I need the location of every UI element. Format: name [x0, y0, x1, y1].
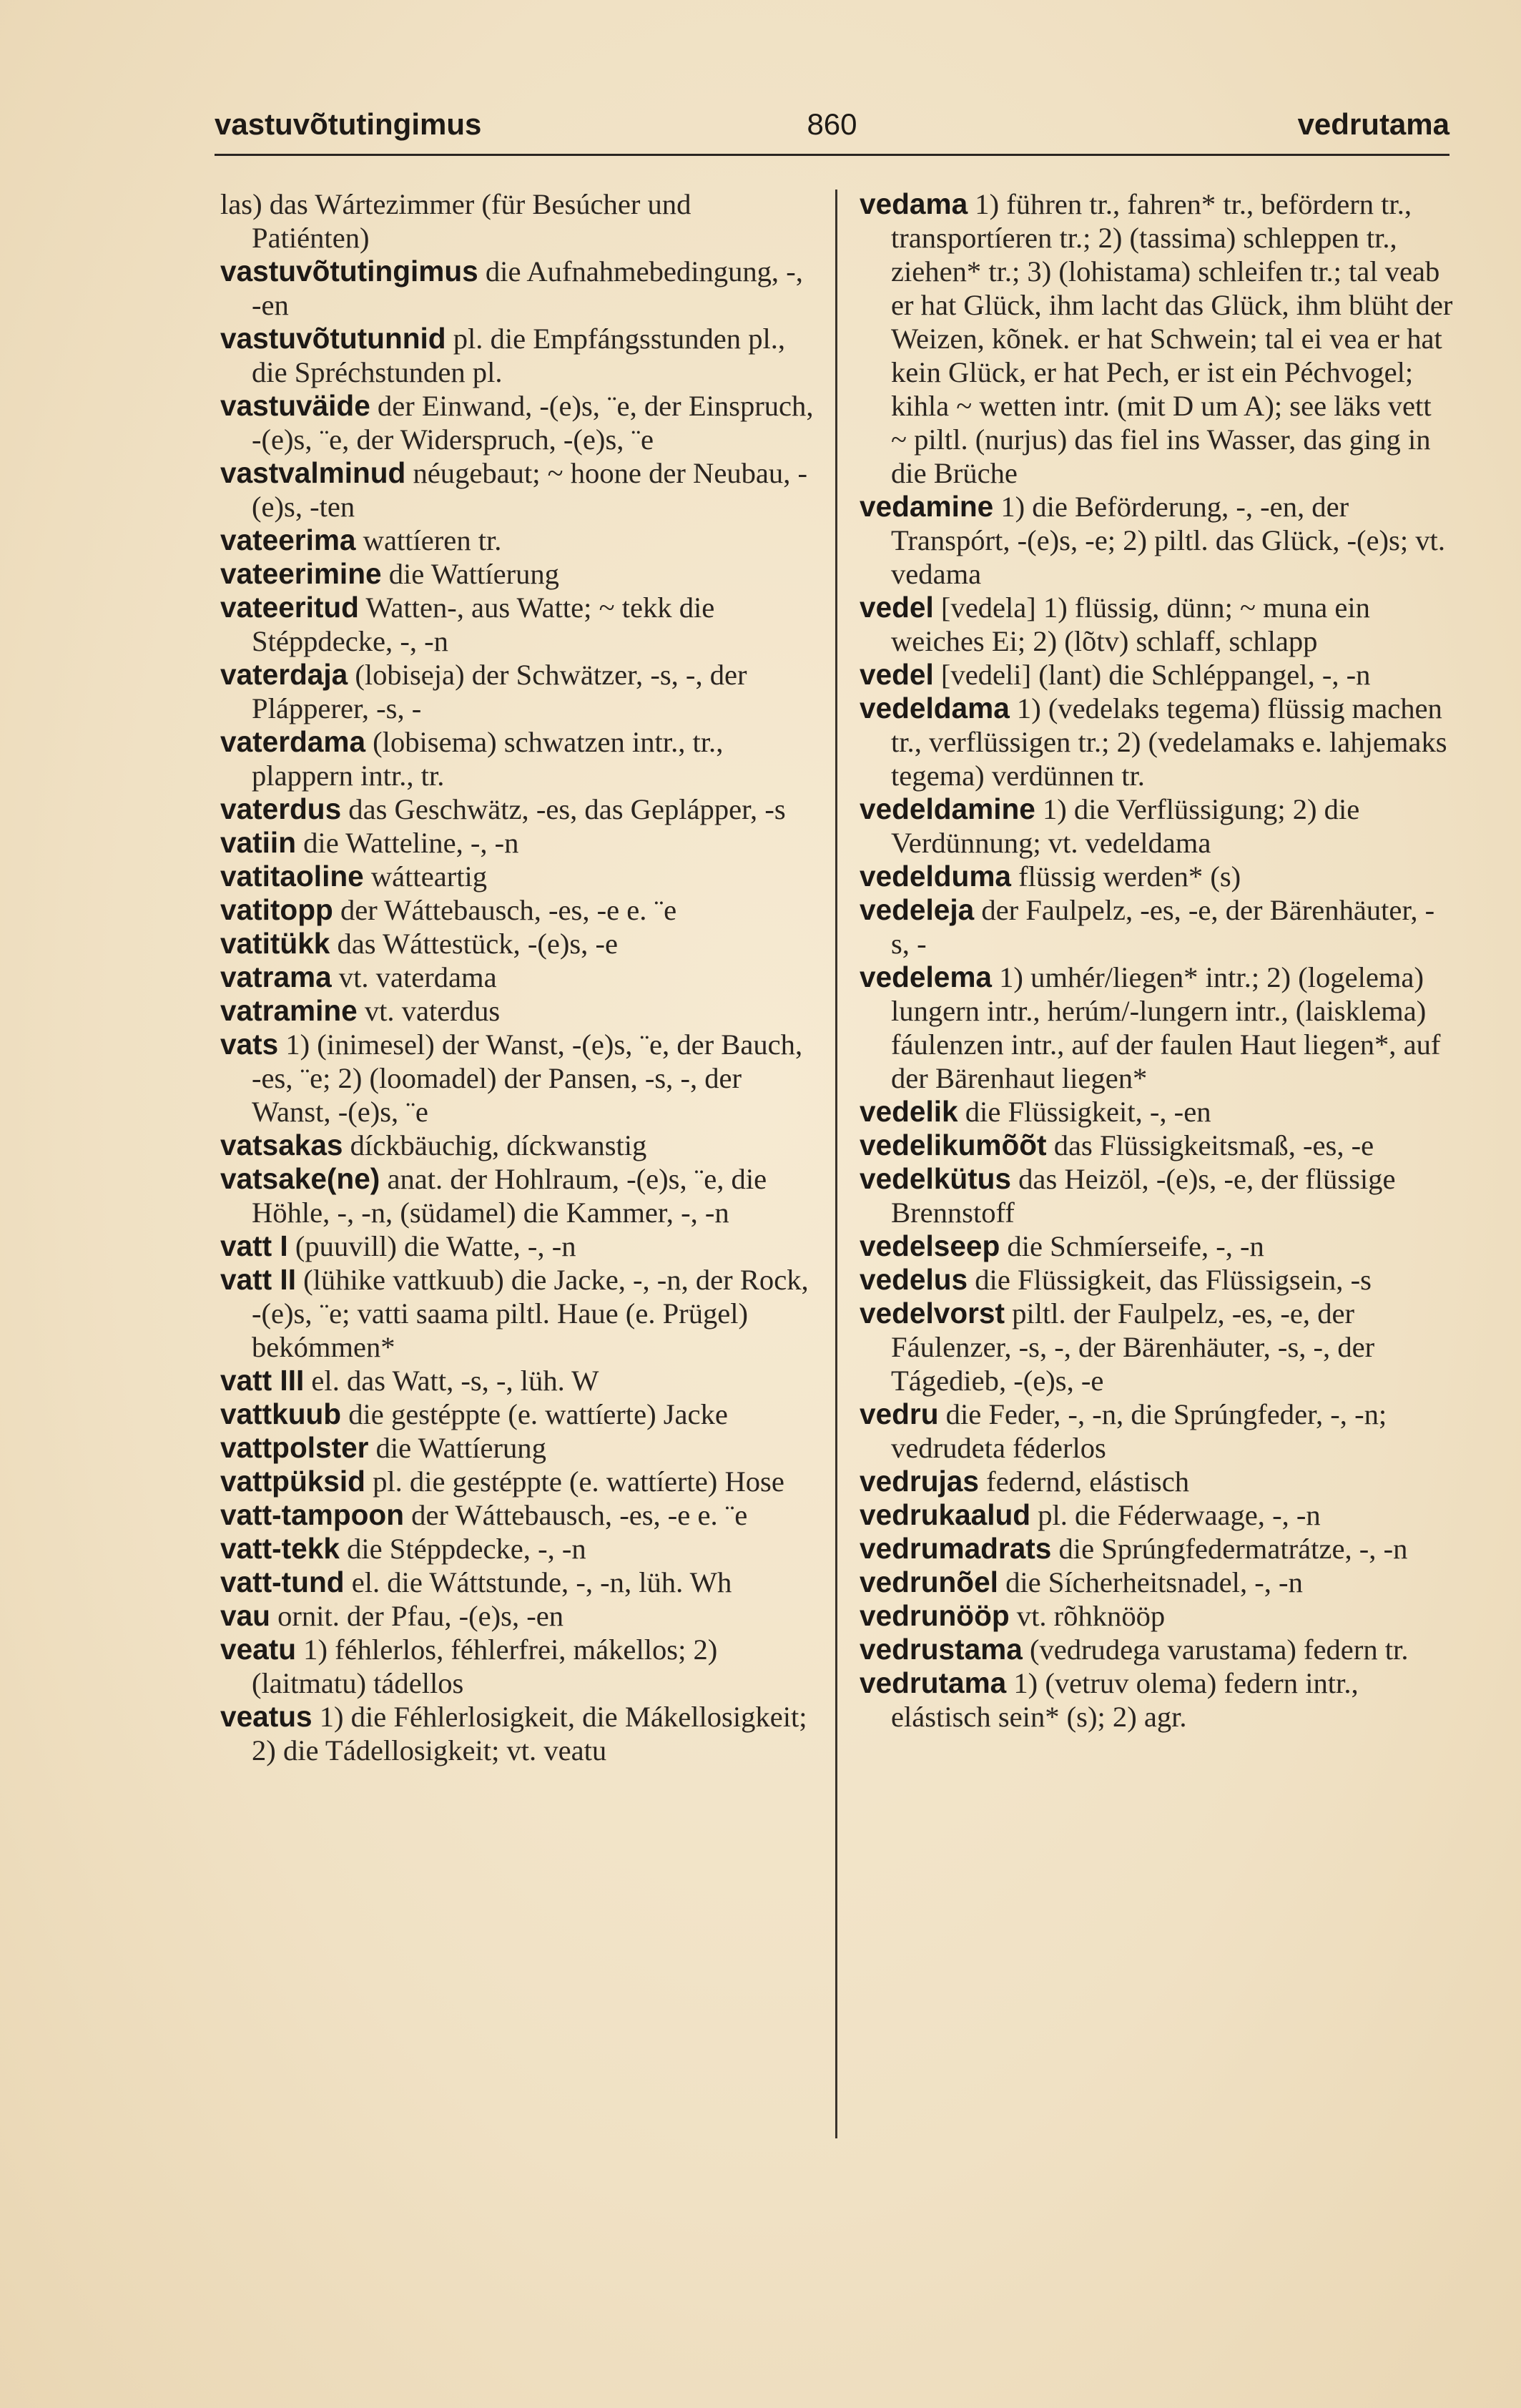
dictionary-entry [220, 524, 814, 557]
dictionary-entry [220, 1229, 814, 1263]
dictionary-entry [860, 1397, 1453, 1465]
dictionary-entry [220, 1162, 814, 1229]
entry-definition: der Wáttebausch, -es, -e e. ¨e [403, 1499, 748, 1531]
entry-definition: 1) umhér/liegen* intr.; 2) (logelema) lungern intr., herúm/-lungern intr., (laisklema) fáulenzen intr., auf der faulen Haut liegen*, auf der Bärenhaut liegen* [891, 961, 1441, 1094]
entry-definition: 1) (vetruv olema) federn intr., elástisch sein* (s); 2) agr. [891, 1667, 1359, 1733]
entry-headword: vatrama [220, 960, 332, 993]
entry-headword: vatitopp [220, 893, 333, 926]
entry-definition: el. das Watt, -s, -, lüh. W [304, 1365, 599, 1397]
dictionary-entry [220, 1566, 814, 1599]
dictionary-entry [860, 893, 1453, 960]
entry-headword: vedrutama [860, 1666, 1007, 1699]
dictionary-entry [220, 1364, 814, 1397]
entry-headword: vedelikumõõt [860, 1129, 1047, 1161]
dictionary-entry [220, 187, 814, 255]
entry-headword: vedelik [860, 1095, 958, 1128]
dictionary-entry [220, 1129, 814, 1162]
entry-definition: federnd, elástisch [978, 1465, 1189, 1498]
header-first-headword: vastuvõtutingimus [215, 107, 482, 141]
entry-headword: vastuvõtutingimus [220, 255, 478, 288]
dictionary-entry [220, 826, 814, 860]
entry-definition: der Wáttebausch, -es, -e e. ¨e [333, 894, 677, 926]
entry-definition: das Heizöl, -(e)s, -e, der flüssige Brennstoff [891, 1163, 1396, 1229]
entry-headword: vedru [860, 1397, 939, 1430]
entry-definition: die Sprúngfedermatrátze, -, -n [1051, 1533, 1408, 1565]
entry-headword: vedel [860, 658, 934, 691]
entry-headword: vedama [860, 187, 968, 220]
entry-definition: der Faulpelz, -es, -e, der Bärenhäuter, -s, - [891, 894, 1435, 960]
dictionary-entry [220, 994, 814, 1028]
dictionary-entry [220, 1633, 814, 1700]
entry-headword: veatus [220, 1700, 312, 1733]
dictionary-entry [220, 1397, 814, 1431]
entry-definition: wátteartig [363, 860, 488, 893]
entry-definition: (lühike vattkuub) die Jacke, -, -n, der Rock, -(e)s, ¨e; vatti saama piltl. Haue (e. Prügel) bekómmen* [252, 1264, 809, 1363]
entry-definition: díckbäuchig, díckwanstig [343, 1129, 647, 1161]
entry-definition: die Feder, -, -n, die Sprúngfeder, -, -n; vedrudeta féderlos [891, 1398, 1387, 1464]
entry-headword: vedeleja [860, 893, 975, 926]
dictionary-entry [860, 490, 1453, 591]
entry-headword: vatitaoline [220, 860, 364, 893]
entry-headword: vatt III [220, 1364, 305, 1397]
entry-headword: vedrujas [860, 1465, 979, 1498]
dictionary-entry [220, 893, 814, 927]
entry-definition: die Aufnahmebedingung, -, -en [252, 255, 803, 321]
dictionary-entry [860, 1666, 1453, 1734]
entry-headword: vatt I [220, 1229, 288, 1262]
entry-definition: piltl. der Faulpelz, -es, -e, der Fáulenzer, -s, -, der Bärenhäuter, -s, -, der Tágedieb, -(e)s, -e [891, 1297, 1375, 1397]
header-last-headword: vedrutama [1297, 107, 1449, 141]
entry-headword: vatt II [220, 1263, 296, 1296]
entry-definition: Watten-, aus Watte; ~ tekk die Stéppdecke, -, -n [252, 591, 715, 657]
dictionary-entry [220, 1532, 814, 1566]
entry-headword: vedelseep [860, 1229, 1000, 1262]
entry-headword: vateerimine [220, 557, 382, 590]
dictionary-entry [860, 658, 1453, 692]
dictionary-entry [860, 591, 1453, 658]
entry-headword: vatiin [220, 826, 296, 859]
entry-headword: vedrumadrats [860, 1532, 1052, 1565]
entry-headword: vedrukaalud [860, 1498, 1031, 1531]
dictionary-entry [860, 187, 1453, 490]
dictionary-entry [220, 389, 814, 456]
entry-definition: vt. vaterdama [331, 961, 497, 993]
entry-definition: vt. vaterdus [357, 995, 501, 1027]
entry-definition: die Schmíerseife, -, -n [1000, 1230, 1264, 1262]
entry-definition: die gestéppte (e. wattíerte) Jacke [341, 1398, 728, 1430]
dictionary-entry [860, 792, 1453, 860]
entry-definition: 1) die Verflüssigung; 2) die Verdünnung; vt. vedeldama [891, 793, 1360, 859]
page-header [215, 100, 1449, 157]
dictionary-entry [860, 1566, 1453, 1599]
entry-headword: vattpüksid [220, 1465, 365, 1498]
dictionary-entry [860, 1297, 1453, 1397]
entry-headword: vaterdama [220, 725, 366, 758]
entry-definition: (lobiseja) der Schwätzer, -s, -, der Plápperer, -s, - [252, 659, 747, 724]
entry-definition: das Flüssigkeitsmaß, -es, -e [1046, 1129, 1374, 1161]
entry-headword: vateeritud [220, 591, 359, 624]
entry-definition: die Watteline, -, -n [295, 827, 519, 859]
entry-definition: der Einwand, -(e)s, ¨e, der Einspruch, -(e)s, ¨e, der Widerspruch, -(e)s, ¨e [252, 390, 814, 456]
dictionary-entry [220, 725, 814, 792]
entry-headword: vatsake(ne) [220, 1162, 380, 1195]
dictionary-entry [220, 960, 814, 994]
dictionary-entry [220, 658, 814, 725]
dictionary-entry [220, 591, 814, 658]
dictionary-entry [860, 1599, 1453, 1633]
dictionary-entry [220, 860, 814, 893]
entry-definition: 1) führen tr., fahren* tr., befördern tr., transportíeren tr.; 2) (tassima) schleppen tr., ziehen* tr.; 3) (lohistama) schleifen tr.; tal veab er hat Glück, ihm lacht das Glück, ihm blüht der Weizen, kõnek. er hat Schwein; tal ei vea er hat kein Glück, er hat Pech, er ist ein Péchvogel; kihla ~ wetten intr. (mit D um A); see läks vett ~ piltl. (nurjus) das fiel ins Wasser, das ging in die Brüche [891, 188, 1453, 489]
entry-headword: vats [220, 1028, 279, 1061]
dictionary-entry [860, 860, 1453, 893]
dictionary-entry [220, 927, 814, 960]
entry-definition: 1) féhlerlos, féhlerfrei, mákellos; 2) (laitmatu) tádellos [252, 1633, 718, 1699]
column-divider [835, 190, 837, 2138]
entry-headword: vatt-tund [220, 1566, 345, 1598]
dictionary-entry [220, 1263, 814, 1364]
entry-headword: vaterdus [220, 792, 342, 825]
dictionary-entry [220, 1498, 814, 1532]
entry-headword: vastvalminud [220, 456, 406, 489]
entry-headword: vatt-tampoon [220, 1498, 404, 1531]
entry-definition: el. die Wáttstunde, -, -n, lüh. Wh [344, 1566, 732, 1598]
dictionary-entry [860, 1162, 1453, 1229]
entry-definition: die Stéppdecke, -, -n [339, 1533, 586, 1565]
entry-headword: vastuväide [220, 389, 370, 422]
entry-definition: vt. rõhknööp [1009, 1600, 1166, 1632]
entry-headword: vedeldama [860, 692, 1010, 724]
entry-headword: vatsakas [220, 1129, 343, 1161]
entry-definition: pl. die gestéppte (e. wattíerte) Hose [365, 1465, 784, 1498]
dictionary-entry [220, 322, 814, 389]
dictionary-entry [220, 1700, 814, 1767]
dictionary-entry [860, 1263, 1453, 1297]
entry-definition: das Geschwätz, -es, das Geplápper, -s [341, 793, 786, 825]
dictionary-entry [220, 1028, 814, 1129]
dictionary-entry [220, 1599, 814, 1633]
entry-definition: die Flüssigkeit, das Flüssigsein, -s [968, 1264, 1372, 1296]
entry-definition: anat. der Hohlraum, -(e)s, ¨e, die Höhle, -, -n, (südamel) die Kammer, -, -n [252, 1163, 767, 1229]
entry-headword: vatramine [220, 994, 358, 1027]
right-column [860, 187, 1453, 1734]
entry-definition: flüssig werden* (s) [1011, 860, 1241, 893]
dictionary-entry [860, 1498, 1453, 1532]
header-rule [215, 154, 1449, 156]
entry-definition: [vedeli] (lant) die Schléppangel, -, -n [933, 659, 1371, 691]
entry-headword: vedelus [860, 1263, 968, 1296]
entry-headword: vateerima [220, 524, 356, 556]
entry-headword: vatitükk [220, 927, 330, 960]
entry-headword: vedrustama [860, 1633, 1023, 1666]
entry-headword: vattpolster [220, 1431, 369, 1464]
entry-definition: pl. die Empfángsstunden pl., die Spréchstunden pl. [252, 323, 786, 388]
entry-definition: die Flüssigkeit, -, -en [958, 1096, 1211, 1128]
entry-headword: vedrunõel [860, 1566, 998, 1598]
entry-headword: veatu [220, 1633, 297, 1666]
entry-headword: vedrunööp [860, 1599, 1010, 1632]
dictionary-entry [860, 1633, 1453, 1666]
entry-headword: vastuvõtutunnid [220, 322, 446, 355]
entry-headword: vedamine [860, 490, 994, 523]
entry-headword: vaterdaja [220, 658, 348, 691]
dictionary-entry [860, 1129, 1453, 1162]
entry-headword: vedelema [860, 960, 992, 993]
entry-definition: (puuvill) die Watte, -, -n [287, 1230, 576, 1262]
entry-headword: vattkuub [220, 1397, 342, 1430]
entry-headword: vedel [860, 591, 934, 624]
entry-definition: (lobisema) schwatzen intr., tr., plappern intr., tr. [252, 726, 724, 792]
dictionary-entry [220, 792, 814, 826]
dictionary-entry [860, 1532, 1453, 1566]
dictionary-entry [220, 456, 814, 524]
entry-definition: [vedela] 1) flüssig, dünn; ~ muna ein weiches Ei; 2) (lõtv) schlaff, schlapp [891, 591, 1370, 657]
entry-definition: 1) die Féhlerlosigkeit, die Mákellosigkeit; 2) die Tádellosigkeit; vt. veatu [252, 1701, 807, 1766]
entry-definition: ornit. der Pfau, -(e)s, -en [270, 1600, 564, 1632]
entry-headword: vedelvorst [860, 1297, 1005, 1330]
dictionary-entry [220, 557, 814, 591]
entry-definition: (vedrudega varustama) federn tr. [1022, 1633, 1409, 1666]
entry-definition: die Sícherheitsnadel, -, -n [998, 1566, 1303, 1598]
entry-definition: wattíeren tr. [355, 524, 502, 556]
entry-definition: las) das Wártezimmer (für Besúcher und Patiénten) [220, 188, 691, 254]
dictionary-entry [220, 255, 814, 322]
dictionary-entry [860, 1229, 1453, 1263]
dictionary-entry [860, 692, 1453, 792]
left-column [220, 187, 814, 1767]
entry-definition: 1) (inimesel) der Wanst, -(e)s, ¨e, der Bauch, -es, ¨e; 2) (loomadel) der Pansen, -s, -, der Wanst, -(e)s, ¨e [252, 1028, 803, 1128]
entry-definition: die Wattíerung [381, 558, 559, 590]
dictionary-entry [860, 1095, 1453, 1129]
entry-headword: vedelduma [860, 860, 1011, 893]
entry-headword: vatt-tekk [220, 1532, 340, 1565]
dictionary-entry [220, 1431, 814, 1465]
entry-headword: vedeldamine [860, 792, 1035, 825]
entry-headword: vau [220, 1599, 270, 1632]
dictionary-entry [220, 1465, 814, 1498]
entry-definition: pl. die Féderwaage, -, -n [1030, 1499, 1321, 1531]
entry-definition: néugebaut; ~ hoone der Neubau, -(e)s, -ten [252, 457, 808, 523]
page-number: 860 [807, 107, 857, 141]
dictionary-entry [860, 1465, 1453, 1498]
dictionary-entry [860, 960, 1453, 1095]
entry-definition: 1) (vedelaks tegema) flüssig machen tr., verflüssigen tr.; 2) (vedelamaks e. lahjemaks tegema) verdünnen tr. [891, 692, 1447, 792]
entry-definition: das Wáttestück, -(e)s, -e [330, 928, 618, 960]
entry-definition: 1) die Beförderung, -, -en, der Transpórt, -(e)s, -e; 2) piltl. das Glück, -(e)s; vt. vedama [891, 491, 1445, 590]
entry-definition: die Wattíerung [368, 1432, 546, 1464]
entry-headword: vedelkütus [860, 1162, 1011, 1195]
